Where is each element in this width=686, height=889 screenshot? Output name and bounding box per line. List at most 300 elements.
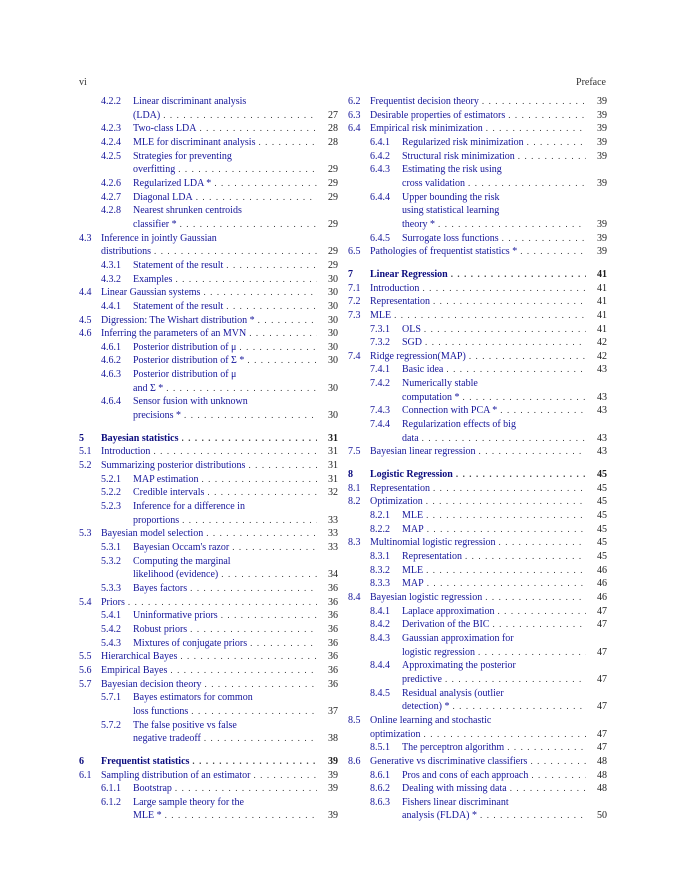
toc-entry[interactable]	[79, 719, 338, 746]
toc-entry-title-line: MAP estimation	[133, 473, 199, 485]
toc-entry-page: 30	[328, 328, 338, 340]
toc-entry-title-line: Examples	[133, 273, 173, 285]
toc-entry-line	[370, 714, 607, 728]
toc-entry-number: 7.4.2	[370, 378, 390, 390]
toc-entry-title-line: Surrogate loss functions	[402, 232, 499, 244]
toc-entry[interactable]	[79, 623, 338, 637]
toc-entry-line	[101, 432, 338, 446]
toc-entry-line	[133, 109, 338, 123]
toc-entry-line	[370, 591, 607, 605]
dot-leader	[469, 350, 586, 364]
toc-entry-title-line: likelihood (evidence)	[133, 569, 219, 581]
toc-entry[interactable]	[79, 259, 338, 273]
toc-entry-number: 5.2	[79, 460, 92, 472]
toc-entry-line	[133, 796, 338, 810]
toc-entry[interactable]	[348, 618, 607, 632]
toc-entry-page: 50	[597, 810, 607, 822]
toc-entry-page: 36	[328, 582, 338, 594]
toc-entry[interactable]	[79, 664, 338, 678]
toc-entry-title-line: detection) *	[402, 701, 450, 713]
toc-entry-title-line: Bayes estimators for common	[133, 692, 253, 704]
dot-leader	[182, 432, 318, 446]
toc-entry-number: 8.4.5	[370, 687, 390, 699]
toc-entry-page: 41	[597, 296, 607, 308]
toc-entry-page: 36	[328, 596, 338, 608]
toc-entry-page: 36	[328, 623, 338, 635]
toc-entry-page: 39	[597, 123, 607, 135]
toc-entry-line	[370, 122, 607, 136]
toc-entry[interactable]	[348, 136, 607, 150]
toc-entry[interactable]	[348, 163, 607, 190]
dot-leader	[438, 218, 586, 232]
toc-entry-number: 6.1	[79, 769, 92, 781]
toc-entry-line	[133, 382, 338, 396]
toc-entry-line	[133, 732, 338, 746]
toc-entry-line	[133, 719, 338, 733]
toc-entry-title-line: precisions *	[133, 410, 182, 422]
toc-entry-number: 4.6.3	[101, 369, 121, 381]
toc-entry-page: 29	[328, 259, 338, 271]
toc-entry-page: 31	[328, 460, 338, 472]
toc-entry-number: 5.5	[79, 651, 92, 663]
dot-leader	[221, 609, 317, 623]
toc-entry[interactable]	[79, 678, 338, 692]
toc-entry[interactable]	[348, 741, 607, 755]
toc-entry-number: 7	[348, 268, 353, 280]
toc-entry-number: 4.4	[79, 287, 92, 299]
toc-entry-line	[133, 122, 338, 136]
toc-entry-page: 45	[597, 469, 607, 481]
toc-entry-page: 43	[597, 364, 607, 376]
dot-leader	[163, 109, 317, 123]
toc-entry[interactable]	[348, 755, 607, 769]
toc-entry-page: 41	[597, 268, 607, 280]
toc-entry[interactable]	[79, 473, 338, 487]
dot-leader	[507, 741, 586, 755]
toc-entry-page: 36	[328, 651, 338, 663]
toc-entry[interactable]	[79, 782, 338, 796]
toc-entry-title-line: Ridge regression(MAP)	[370, 350, 466, 362]
dot-leader	[480, 809, 586, 823]
toc-chapter-entry[interactable]	[348, 468, 607, 482]
toc-entry-page: 48	[597, 755, 607, 767]
toc-entry[interactable]	[348, 564, 607, 578]
toc-entry-page: 39	[597, 109, 607, 121]
toc-entry-line	[133, 809, 338, 823]
toc-entry-number: 4.6.4	[101, 396, 121, 408]
toc-entry-line	[133, 409, 338, 423]
toc-entry-title-line: Bayesian logistic regression	[370, 591, 483, 603]
toc-entry-number: 8.1	[348, 482, 361, 494]
toc-entry-page: 32	[328, 487, 338, 499]
toc-entry[interactable]	[348, 495, 607, 509]
toc-entry-number: 6.4.5	[370, 232, 390, 244]
toc-entry[interactable]	[79, 500, 338, 527]
toc-entry-title-line: Statement of the result	[133, 259, 224, 271]
toc-entry-page: 39	[328, 755, 338, 767]
toc-entry-title-line: Pathologies of frequentist statistics *	[370, 246, 518, 258]
dot-leader	[153, 445, 317, 459]
toc-entry-title-line: The false positive vs false	[133, 719, 237, 731]
toc-entry-line	[133, 204, 338, 218]
toc-entry[interactable]	[79, 691, 338, 718]
toc-entry-line	[101, 769, 338, 783]
toc-entry-line	[133, 191, 338, 205]
toc-entry[interactable]	[79, 796, 338, 823]
toc-entry-title-line: Generative vs discriminative classifiers	[370, 755, 528, 767]
toc-entry-page: 45	[597, 482, 607, 494]
toc-entry[interactable]	[79, 596, 338, 610]
toc-entry[interactable]	[79, 204, 338, 231]
toc-entry[interactable]	[348, 323, 607, 337]
toc-entry-number: 8.5.1	[370, 742, 390, 754]
toc-entry[interactable]	[79, 327, 338, 341]
toc-entry-title-line: MLE	[370, 309, 392, 321]
toc-entry-line	[402, 796, 607, 810]
toc-entry-number: 8.5	[348, 714, 361, 726]
toc-entry-line	[370, 482, 607, 496]
toc-entry[interactable]	[348, 295, 607, 309]
toc-entry-page: 30	[328, 341, 338, 353]
toc-entry-line	[402, 150, 607, 164]
toc-entry-line	[370, 468, 607, 482]
toc-entry-line	[370, 755, 607, 769]
toc-entry[interactable]	[79, 527, 338, 541]
toc-entry[interactable]	[348, 577, 607, 591]
toc-entry[interactable]	[79, 286, 338, 300]
toc-entry[interactable]	[79, 95, 338, 122]
toc-entry[interactable]	[79, 769, 338, 783]
dot-leader	[510, 782, 586, 796]
toc-entry-page: 47	[597, 619, 607, 631]
toc-entry[interactable]	[348, 309, 607, 323]
toc-entry-title-line: theory *	[402, 218, 436, 230]
toc-entry[interactable]	[79, 136, 338, 150]
toc-entry-line	[370, 495, 607, 509]
toc-entry[interactable]	[79, 650, 338, 664]
dot-leader	[184, 409, 317, 423]
toc-entry-title-line: Representation	[370, 482, 430, 494]
toc-entry[interactable]	[79, 150, 338, 177]
toc-entry-number: 6.4	[348, 123, 361, 135]
toc-entry[interactable]	[348, 245, 607, 259]
toc-entry[interactable]	[348, 95, 607, 109]
toc-entry[interactable]	[79, 354, 338, 368]
toc-entry-number: 5.3.1	[101, 542, 121, 553]
toc-entry[interactable]	[348, 122, 607, 136]
toc-entry-title-line: Dealing with missing data	[402, 783, 507, 795]
toc-entry[interactable]	[79, 300, 338, 314]
dot-leader	[248, 459, 317, 473]
toc-entry[interactable]	[79, 341, 338, 355]
toc-entry-line	[402, 204, 607, 218]
toc-entry-line	[101, 459, 338, 473]
toc-entry[interactable]	[348, 109, 607, 123]
toc-entry-title-line: Linear Gaussian systems	[101, 287, 201, 299]
toc-entry-number: 8	[348, 469, 353, 481]
toc-entry[interactable]	[79, 459, 338, 473]
toc-entry-number: 6	[79, 755, 84, 767]
toc-entry-title-line: Credible intervals	[133, 487, 205, 499]
toc-entry-title-line: Inference for a difference in	[133, 501, 245, 513]
toc-entry-number: 4.3.1	[101, 259, 121, 271]
toc-entry-page: 48	[597, 769, 607, 781]
toc-entry-line	[101, 755, 338, 769]
toc-entry-number: 8.2	[348, 496, 361, 508]
toc-entry-title-line: analysis (FLDA) *	[402, 810, 477, 822]
toc-entry-number: 4.2.2	[101, 96, 121, 107]
dot-leader	[502, 232, 586, 246]
toc-entry-line	[133, 623, 338, 637]
toc-entry-title-line: Diagonal LDA	[133, 191, 193, 203]
toc-entry-page: 39	[597, 136, 607, 148]
toc-entry-title-line: Posterior distribution of μ	[133, 341, 237, 353]
toc-entry[interactable]	[348, 377, 607, 404]
toc-entry[interactable]	[348, 191, 607, 232]
toc-entry-page: 33	[328, 528, 338, 540]
toc-entry[interactable]	[348, 350, 607, 364]
toc-entry[interactable]	[348, 150, 607, 164]
toc-entry[interactable]	[348, 591, 607, 605]
toc-entry-page: 39	[328, 810, 338, 822]
toc-entry[interactable]	[348, 605, 607, 619]
toc-entry[interactable]	[348, 796, 607, 823]
toc-entry-line	[402, 550, 607, 564]
toc-entry-number: 6.1.2	[101, 796, 121, 808]
toc-entry-number: 8.4.3	[370, 632, 390, 644]
toc-entry-line	[133, 514, 338, 528]
dot-leader	[468, 177, 586, 191]
dot-leader	[424, 323, 586, 337]
dot-leader	[508, 109, 586, 123]
toc-entry-title-line: MLE for discriminant analysis	[133, 136, 256, 148]
toc-entry-line	[370, 245, 607, 259]
toc-entry[interactable]	[79, 191, 338, 205]
dot-leader	[214, 177, 317, 191]
dot-leader	[196, 191, 317, 205]
toc-entry[interactable]	[348, 418, 607, 445]
dot-leader	[221, 568, 317, 582]
toc-entry[interactable]	[348, 336, 607, 350]
toc-entry[interactable]	[79, 609, 338, 623]
toc-entry-line	[402, 673, 607, 687]
toc-entry-number: 4.2.6	[101, 177, 121, 189]
toc-entry-page: 39	[597, 96, 607, 107]
dot-leader	[445, 673, 586, 687]
toc-entry[interactable]	[79, 637, 338, 651]
toc-entry-title-line: Regularization effects of big	[402, 419, 516, 431]
dot-leader	[486, 122, 586, 136]
toc-entry-page: 33	[328, 542, 338, 553]
toc-entry-title-line: MAP	[402, 578, 424, 590]
toc-entry[interactable]	[79, 555, 338, 582]
toc-entry-title-line: OLS	[402, 323, 421, 335]
toc-entry[interactable]	[79, 177, 338, 191]
toc-entry[interactable]	[79, 541, 338, 555]
toc-entry[interactable]	[348, 550, 607, 564]
toc-entry-page: 39	[597, 232, 607, 244]
dot-leader	[499, 536, 586, 550]
toc-entry-page: 45	[597, 523, 607, 535]
toc-entry-page: 47	[597, 742, 607, 754]
toc-entry-line	[101, 232, 338, 246]
toc-entry-number: 8.6.1	[370, 769, 390, 781]
toc-chapter-entry[interactable]	[79, 755, 338, 769]
toc-entry-page: 38	[328, 733, 338, 745]
toc-entry[interactable]	[79, 486, 338, 500]
toc-entry-title-line: Posterior distribution of μ	[133, 369, 237, 381]
dot-leader	[426, 495, 586, 509]
toc-entry-page: 43	[597, 446, 607, 458]
dot-leader	[206, 527, 317, 541]
toc-entry-title-line: Inference in jointly Gaussian	[101, 232, 217, 244]
toc-entry-page: 43	[597, 391, 607, 403]
toc-entry-title-line: Empirical risk minimization	[370, 123, 483, 135]
toc-entry-line	[402, 782, 607, 796]
toc-entry-page: 41	[597, 309, 607, 321]
toc-entry[interactable]	[348, 659, 607, 686]
toc-entry-line	[133, 782, 338, 796]
toc-entry-number: 5.6	[79, 664, 92, 676]
toc-entry-title-line: MLE	[402, 510, 424, 522]
toc-entry-page: 36	[328, 637, 338, 649]
toc-entry-title-line: Inferring the parameters of an MVN	[101, 328, 247, 340]
toc-entry[interactable]	[79, 232, 338, 259]
toc-entry-page: 39	[597, 177, 607, 189]
toc-entry-number: 4.5	[79, 314, 92, 326]
toc-entry[interactable]	[79, 395, 338, 422]
dot-leader	[178, 163, 317, 177]
toc-entry[interactable]	[348, 632, 607, 659]
toc-entry[interactable]	[79, 445, 338, 459]
toc-entry-title-line: Multinomial logistic regression	[370, 537, 496, 549]
toc-entry-line	[133, 541, 338, 555]
toc-entry-line	[402, 564, 607, 578]
dot-leader	[479, 445, 586, 459]
dot-leader	[426, 509, 586, 523]
toc-entry[interactable]	[348, 769, 607, 783]
dot-leader	[451, 268, 586, 282]
toc-entry[interactable]	[79, 122, 338, 136]
toc-entry[interactable]	[348, 687, 607, 714]
toc-entry-page: 39	[597, 246, 607, 258]
dot-leader	[485, 591, 586, 605]
toc-entry-title-line: Strategies for preventing	[133, 150, 232, 162]
toc-entry-number: 8.3.3	[370, 578, 390, 590]
toc-entry-page: 39	[328, 783, 338, 795]
toc-entry[interactable]	[348, 523, 607, 537]
toc-entry[interactable]	[348, 363, 607, 377]
toc-entry-title-line: Laplace approximation	[402, 605, 495, 617]
dot-leader	[422, 432, 586, 446]
toc-entry-number: 7.4.1	[370, 364, 390, 376]
toc-entry[interactable]	[79, 314, 338, 328]
toc-entry-number: 4.2.5	[101, 150, 121, 162]
toc-entry-line	[402, 391, 607, 405]
toc-entry-number: 7.3	[348, 309, 361, 321]
toc-entry-title-line: Frequentist decision theory	[370, 96, 479, 107]
dot-leader	[207, 486, 317, 500]
toc-chapter-entry[interactable]	[348, 268, 607, 282]
toc-entry-page: 47	[597, 605, 607, 617]
toc-entry-title-line: Introduction	[370, 282, 420, 294]
toc-entry[interactable]	[348, 445, 607, 459]
toc-entry[interactable]	[79, 273, 338, 287]
toc-entry-line	[402, 136, 607, 150]
toc-entry[interactable]	[348, 482, 607, 496]
toc-entry-title-line: loss functions	[133, 705, 189, 717]
toc-entry-number: 8.6.2	[370, 783, 390, 795]
dot-leader	[531, 769, 586, 783]
toc-entry-number: 5.2.3	[101, 501, 121, 513]
toc-entry-page: 37	[328, 705, 338, 717]
toc-entry-page: 45	[597, 510, 607, 522]
toc-entry-line	[402, 163, 607, 177]
toc-entry-page: 46	[597, 578, 607, 590]
dot-leader	[166, 382, 317, 396]
toc-entry-number: 8.6	[348, 755, 361, 767]
toc-entry-page: 36	[328, 664, 338, 676]
toc-entry[interactable]	[348, 232, 607, 246]
toc-entry-title-line: Sampling distribution of an estimator	[101, 769, 251, 781]
toc-entry-page: 45	[597, 496, 607, 508]
toc-entry-line	[101, 327, 338, 341]
toc-entry-line	[402, 769, 607, 783]
toc-entry-title-line: Basic idea	[402, 364, 444, 376]
dot-leader	[394, 309, 586, 323]
dot-leader	[128, 596, 317, 610]
toc-entry-title-line: proportions	[133, 514, 180, 526]
toc-entry-number: 4.2.7	[101, 191, 121, 203]
dot-leader	[170, 664, 317, 678]
toc-entry[interactable]	[348, 404, 607, 418]
toc-entry[interactable]	[348, 509, 607, 523]
toc-entry[interactable]	[348, 536, 607, 550]
toc-entry[interactable]	[348, 714, 607, 741]
toc-entry-title-line: Gaussian approximation for	[402, 632, 514, 644]
toc-entry-number: 5.7.1	[101, 692, 121, 704]
toc-entry[interactable]	[79, 368, 338, 395]
dot-leader	[175, 782, 317, 796]
toc-entry-page: 43	[597, 405, 607, 417]
dot-leader	[446, 363, 586, 377]
toc-entry[interactable]	[348, 282, 607, 296]
toc-entry-number: 8.4.2	[370, 619, 390, 631]
toc-entry[interactable]	[79, 582, 338, 596]
toc-entry-line	[133, 555, 338, 569]
toc-entry-page: 27	[328, 109, 338, 121]
toc-entry[interactable]	[348, 782, 607, 796]
toc-entry-line	[133, 691, 338, 705]
toc-entry-title-line: MLE *	[133, 810, 162, 822]
toc-entry-number: 4.6.1	[101, 341, 121, 353]
toc-entry-line	[133, 637, 338, 651]
toc-entry-title-line: Structural risk minimization	[402, 150, 515, 162]
toc-entry-number: 5.3.3	[101, 582, 121, 594]
toc-entry-page: 36	[328, 610, 338, 622]
toc-entry-number: 4.3	[79, 232, 92, 244]
toc-entry-title-line: SGD	[402, 337, 423, 349]
dot-leader	[492, 618, 586, 632]
toc-entry-page: 42	[597, 350, 607, 362]
toc-entry-title-line: Numerically stable	[402, 378, 478, 390]
toc-entry-number: 4.6	[79, 328, 92, 340]
toc-entry-number: 6.2	[348, 96, 361, 107]
toc-entry-number: 5.7.2	[101, 719, 121, 731]
toc-entry-line	[402, 646, 607, 660]
toc-entry-number: 6.4.1	[370, 136, 390, 148]
toc-chapter-entry[interactable]	[79, 432, 338, 446]
